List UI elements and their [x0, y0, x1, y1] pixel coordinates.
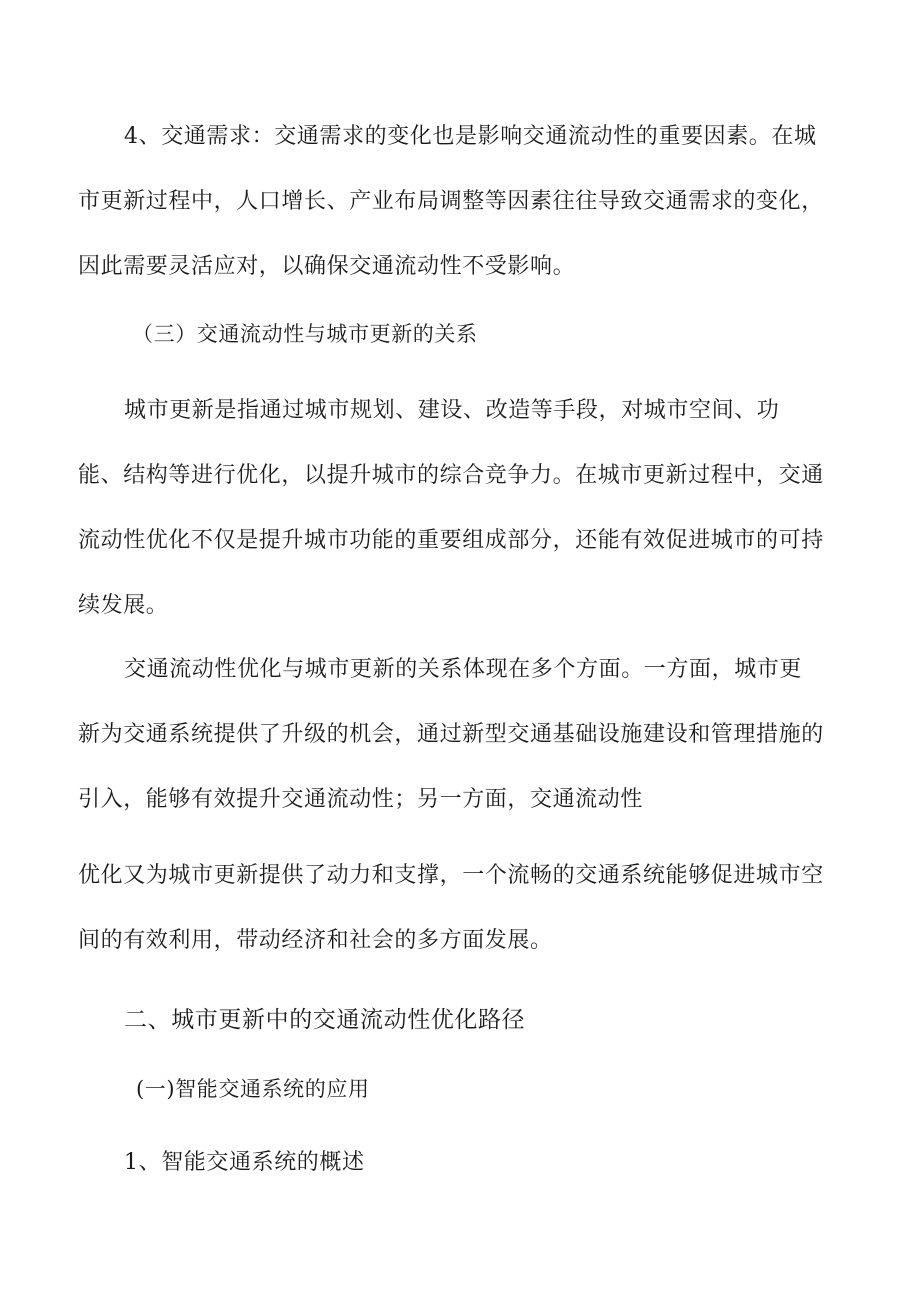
paragraph-line: 间的有效利用，带动经济和社会的多方面发展。 [78, 928, 553, 953]
paragraph-line: 新为交通系统提供了升级的机会，通过新型交通基础设施建设和管理措施的 [78, 722, 824, 747]
paragraph-line: 4、交通需求：交通需求的变化也是影响交通流动性的重要因素。在城 [124, 124, 817, 149]
paragraph-line: 市更新过程中，人口增长、产业布局调整等因素往往导致交通需求的变化， [78, 189, 824, 214]
chapter-heading-2: 二、城市更新中的交通流动性优化路径 [124, 1007, 526, 1033]
paragraph-line: 因此需要灵活应对，以确保交通流动性不受影响。 [78, 254, 576, 279]
paragraph-line: 优化又为城市更新提供了动力和支撑，一个流畅的交通系统能够促进城市空 [78, 863, 824, 888]
paragraph-relationship [78, 637, 844, 832]
paragraph-line: 引入，能够有效提升交通流动性；另一方面，交通流动性 [78, 787, 644, 812]
paragraph-line: 城市更新是指通过城市规划、建设、改造等手段，对城市空间、功 [124, 398, 780, 423]
section-heading-3: （三）交通流动性与城市更新的关系 [132, 322, 478, 346]
paragraph-line: 续发展。 [78, 593, 169, 618]
paragraph-line: 能、结构等进行优化，以提升城市的综合竞争力。在城市更新过程中，交通 [78, 463, 824, 488]
subsection-heading-1: 1、智能交通系统的概述 [124, 1150, 365, 1175]
paragraph-traffic-demand [78, 104, 844, 299]
paragraph-relationship-continued [78, 843, 824, 973]
paragraph-line: 流动性优化不仅是提升城市功能的重要组成部分，还能有效促进城市的可持 [78, 528, 824, 553]
paragraph-line: 交通流动性优化与城市更新的关系体现在多个方面。一方面，城市更 [124, 657, 803, 682]
paragraph-urban-renewal-definition [78, 378, 844, 638]
section-heading-1: (一)智能交通系统的应用 [136, 1077, 370, 1101]
